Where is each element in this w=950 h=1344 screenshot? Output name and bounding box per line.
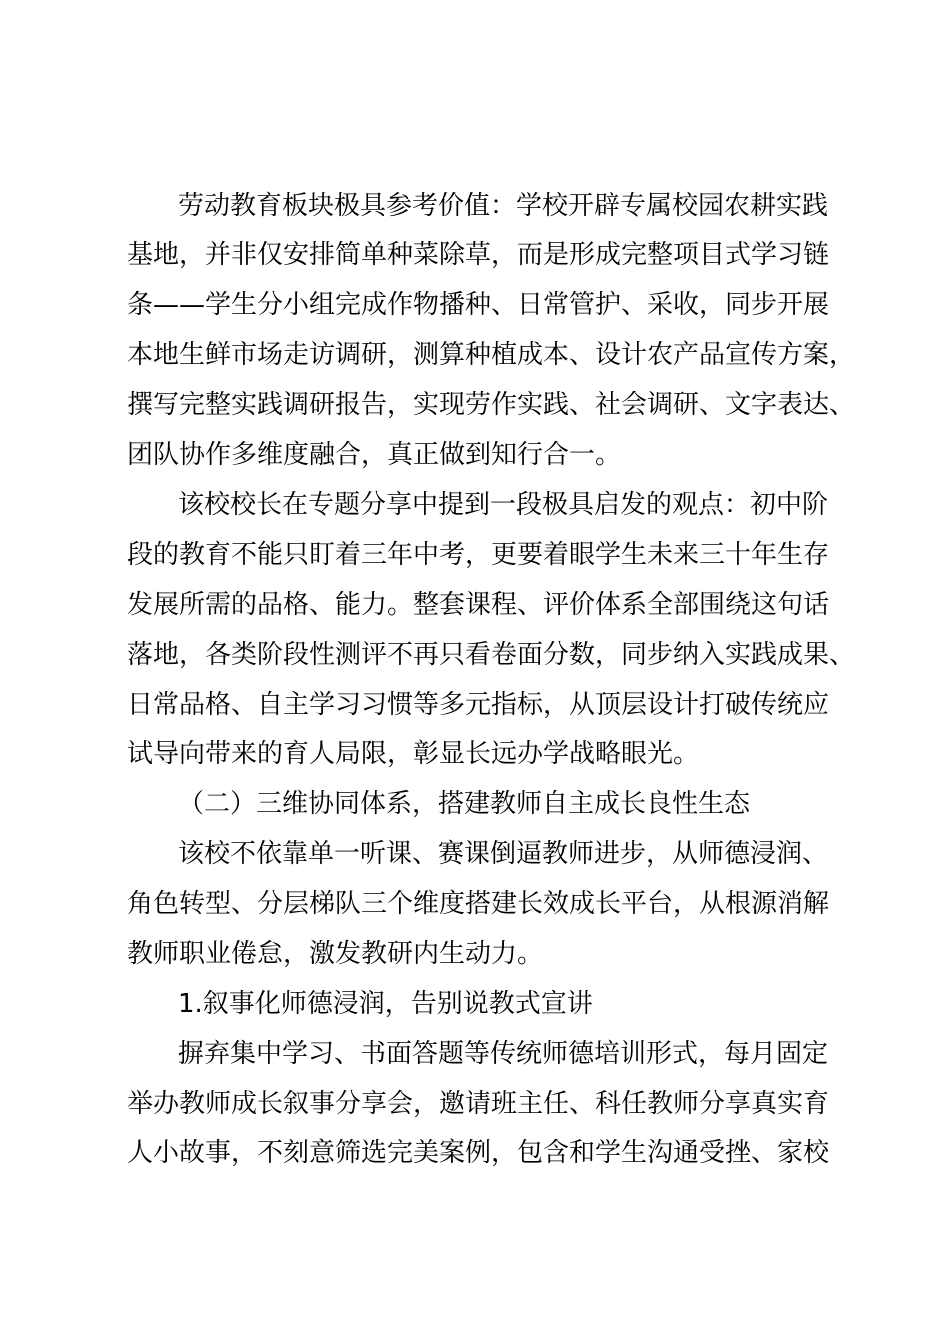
paragraph-4-line-3: 人小故事，不刻意筛选完美案例，包含和学生沟通受挫、家校 [127, 1138, 830, 1168]
paragraph-1-line-6: 团队协作多维度融合，真正做到知行合一。 [127, 440, 622, 470]
paragraph-1-line-5: 撰写完整实践调研报告，实现劳作实践、社会调研、文字表达、 [127, 390, 856, 420]
paragraph-4-line-2: 举办教师成长叙事分享会，邀请班主任、科任教师分享真实育 [127, 1089, 830, 1119]
paragraph-1-line-1: 劳动教育板块极具参考价值：学校开辟专属校园农耕实践 [178, 191, 829, 221]
paragraph-2-line-4: 落地，各类阶段性测评不再只看卷面分数，同步纳入实践成果、 [127, 640, 856, 670]
paragraph-1-line-2: 基地，并非仅安排简单种菜除草，而是形成完整项目式学习链 [127, 240, 830, 270]
paragraph-2-line-1: 该校校长在专题分享中提到一段极具启发的观点：初中阶 [178, 490, 829, 520]
paragraph-1-line-3: 条——学生分小组完成作物播种、日常管护、采收，同步开展 [127, 290, 830, 320]
paragraph-2-line-3: 发展所需的品格、能力。整套课程、评价体系全部围绕这句话 [127, 590, 830, 620]
paragraph-3-line-1: 该校不依靠单一听课、赛课倒逼教师进步，从师德浸润、 [178, 839, 829, 869]
section-heading-2: （二）三维协同体系，搭建教师自主成长良性生态 [178, 789, 751, 819]
paragraph-1-line-4: 本地生鲜市场走访调研，测算种植成本、设计农产品宣传方案， [127, 340, 856, 370]
paragraph-2-line-6: 试导向带来的育人局限，彰显长远办学战略眼光。 [127, 739, 700, 769]
paragraph-2-line-5: 日常品格、自主学习习惯等多元指标，从顶层设计打破传统应 [127, 690, 830, 720]
paragraph-4-line-1: 摒弃集中学习、书面答题等传统师德培训形式，每月固定 [178, 1039, 829, 1069]
paragraph-3-line-3: 教师职业倦怠，激发教研内生动力。 [127, 939, 544, 969]
subsection-heading-1: 1.叙事化师德浸润，告别说教式宣讲 [178, 989, 593, 1019]
paragraph-3-line-2: 角色转型、分层梯队三个维度搭建长效成长平台，从根源消解 [127, 889, 830, 919]
paragraph-2-line-2: 段的教育不能只盯着三年中考，更要着眼学生未来三十年生存 [127, 540, 830, 570]
